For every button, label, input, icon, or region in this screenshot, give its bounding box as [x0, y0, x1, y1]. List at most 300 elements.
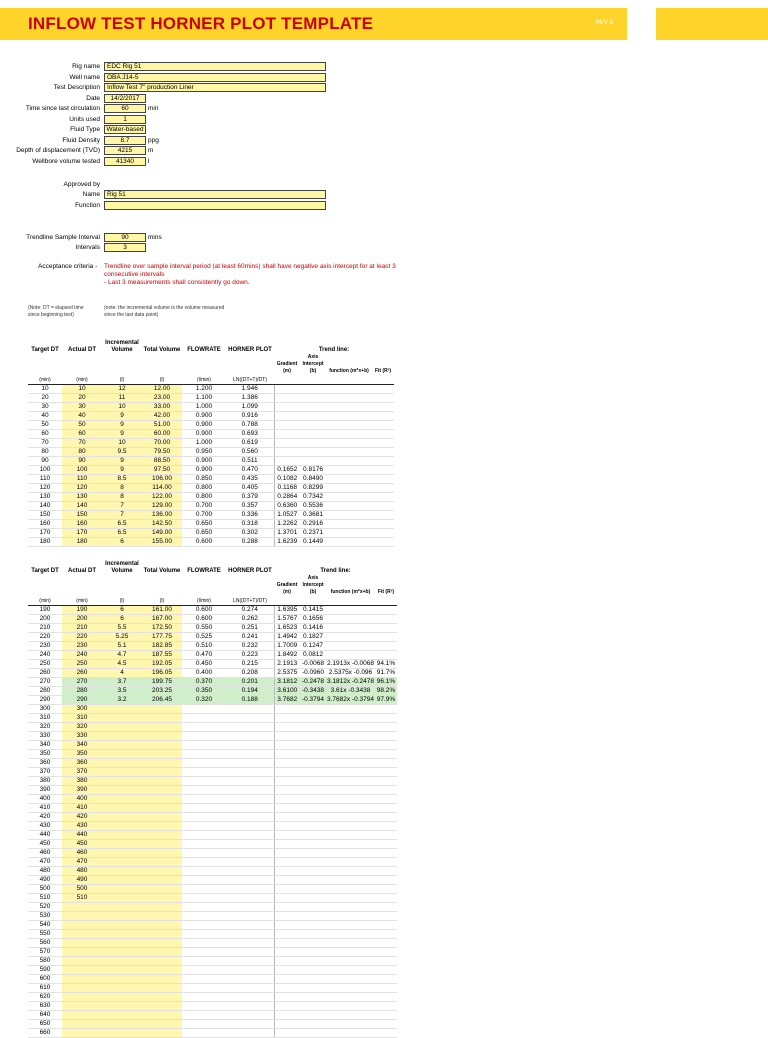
trendline-interval-field[interactable]: 90: [104, 233, 146, 242]
input-cell[interactable]: 206.45: [142, 696, 182, 705]
input-cell[interactable]: 203.25: [142, 687, 182, 696]
calc-cell: 0.379: [226, 493, 274, 502]
input-cell[interactable]: [142, 885, 182, 894]
info-value-field[interactable]: Inflow Test 7" production Liner: [104, 83, 326, 92]
table-row: [28, 714, 397, 723]
calc-cell: [182, 768, 226, 777]
table-row: [28, 421, 394, 430]
input-cell[interactable]: [142, 939, 182, 948]
input-cell[interactable]: [102, 804, 142, 813]
approver-name-field[interactable]: Rig 51: [104, 190, 326, 199]
calc-cell: 0.560: [226, 448, 274, 457]
input-cell[interactable]: [102, 813, 142, 822]
input-cell[interactable]: [142, 948, 182, 957]
input-cell[interactable]: [142, 822, 182, 831]
input-cell[interactable]: 12.00: [142, 385, 182, 394]
input-cell[interactable]: [142, 1002, 182, 1011]
calc-cell: [326, 430, 372, 439]
input-cell[interactable]: 70.00: [142, 439, 182, 448]
intervals-field[interactable]: 3: [104, 243, 146, 252]
calc-cell: 0.900: [182, 430, 226, 439]
input-cell[interactable]: 9: [102, 412, 142, 421]
input-cell[interactable]: [102, 1011, 142, 1020]
input-cell[interactable]: [142, 786, 182, 795]
table-row: [28, 1029, 397, 1038]
input-cell[interactable]: 260: [62, 669, 102, 678]
input-cell[interactable]: [62, 1002, 102, 1011]
table-row: [28, 475, 394, 484]
input-cell[interactable]: [142, 876, 182, 885]
calc-cell: 1.946: [226, 385, 274, 394]
input-cell[interactable]: 160: [62, 520, 102, 529]
info-value-field[interactable]: 41340: [104, 157, 146, 166]
input-cell[interactable]: 400: [62, 795, 102, 804]
input-cell[interactable]: 6.5: [102, 520, 142, 529]
column-header-gradient: Gradient (m): [276, 361, 298, 374]
input-cell[interactable]: 230: [62, 642, 102, 651]
calc-cell: 0.916: [226, 412, 274, 421]
input-cell[interactable]: [62, 966, 102, 975]
input-cell[interactable]: 170: [62, 529, 102, 538]
input-cell[interactable]: [102, 1020, 142, 1029]
approver-function-field[interactable]: [104, 201, 326, 210]
input-cell[interactable]: 200: [62, 615, 102, 624]
calc-cell: 0.1827: [300, 633, 326, 642]
input-cell[interactable]: 330: [62, 732, 102, 741]
input-cell[interactable]: [142, 858, 182, 867]
input-cell[interactable]: 9: [102, 466, 142, 475]
input-cell[interactable]: [142, 750, 182, 759]
info-label: Well name: [69, 73, 100, 81]
input-cell[interactable]: [102, 831, 142, 840]
input-cell[interactable]: 490: [62, 876, 102, 885]
input-cell[interactable]: [102, 948, 142, 957]
calc-cell: 0.5536: [300, 502, 326, 511]
input-cell[interactable]: [102, 768, 142, 777]
input-cell[interactable]: [102, 840, 142, 849]
info-value-field[interactable]: 4215: [104, 146, 146, 155]
calc-cell: [375, 615, 397, 624]
input-cell[interactable]: [142, 759, 182, 768]
info-value-field[interactable]: Water-based: [104, 125, 146, 134]
input-cell[interactable]: 88.50: [142, 457, 182, 466]
input-cell[interactable]: 33.00: [142, 403, 182, 412]
input-cell[interactable]: 10: [102, 403, 142, 412]
input-cell[interactable]: 136.00: [142, 511, 182, 520]
calc-cell: [375, 822, 397, 831]
calc-cell: 0.1247: [300, 642, 326, 651]
calc-cell: [326, 615, 375, 624]
calc-cell: [326, 705, 375, 714]
calc-cell: [182, 741, 226, 750]
input-cell[interactable]: [142, 984, 182, 993]
target-dt-cell: 400: [28, 795, 62, 804]
input-cell[interactable]: 129.00: [142, 502, 182, 511]
input-cell[interactable]: 280: [62, 687, 102, 696]
input-cell[interactable]: [142, 813, 182, 822]
calc-cell: [182, 975, 226, 984]
input-cell[interactable]: [142, 831, 182, 840]
input-cell[interactable]: 110: [62, 475, 102, 484]
input-cell[interactable]: 4: [102, 669, 142, 678]
input-cell[interactable]: 8: [102, 493, 142, 502]
calc-cell: [274, 439, 300, 448]
input-cell[interactable]: [102, 903, 142, 912]
input-cell[interactable]: [142, 768, 182, 777]
input-cell[interactable]: 310: [62, 714, 102, 723]
unit-target-dt: (min): [28, 375, 62, 385]
input-cell[interactable]: 142.50: [142, 520, 182, 529]
calc-cell: [326, 475, 372, 484]
info-value-field[interactable]: 8.7: [104, 136, 146, 145]
calc-cell: [326, 624, 375, 633]
input-cell[interactable]: [62, 1011, 102, 1020]
input-cell[interactable]: 11: [102, 394, 142, 403]
input-cell[interactable]: [142, 1029, 182, 1038]
input-cell[interactable]: 192.05: [142, 660, 182, 669]
input-cell[interactable]: [102, 957, 142, 966]
input-cell[interactable]: [102, 921, 142, 930]
input-cell[interactable]: 290: [62, 696, 102, 705]
input-cell[interactable]: [102, 741, 142, 750]
input-cell[interactable]: [102, 930, 142, 939]
input-cell[interactable]: 430: [62, 822, 102, 831]
input-cell[interactable]: 9: [102, 421, 142, 430]
input-cell[interactable]: [142, 1011, 182, 1020]
input-cell[interactable]: [62, 1029, 102, 1038]
input-cell[interactable]: [62, 1020, 102, 1029]
input-cell[interactable]: 340: [62, 741, 102, 750]
input-cell[interactable]: 196.05: [142, 669, 182, 678]
input-cell[interactable]: [102, 750, 142, 759]
input-cell[interactable]: 440: [62, 831, 102, 840]
calc-cell: [274, 975, 300, 984]
input-cell[interactable]: [142, 912, 182, 921]
input-cell[interactable]: 5.5: [102, 624, 142, 633]
info-value-field[interactable]: OBA J14-5: [104, 73, 326, 82]
column-header-axis: Axis Intercept (b): [302, 354, 324, 374]
input-cell[interactable]: 199.75: [142, 678, 182, 687]
input-cell[interactable]: [102, 876, 142, 885]
input-cell[interactable]: [102, 975, 142, 984]
calc-cell: [326, 795, 375, 804]
input-cell[interactable]: [102, 714, 142, 723]
input-cell[interactable]: [102, 822, 142, 831]
input-cell[interactable]: [142, 777, 182, 786]
input-cell[interactable]: 5.25: [102, 633, 142, 642]
input-cell[interactable]: [62, 957, 102, 966]
input-cell[interactable]: [142, 903, 182, 912]
calc-cell: [326, 466, 372, 475]
info-label: Depth of displacement (TVD): [16, 147, 100, 154]
input-cell[interactable]: [142, 795, 182, 804]
info-value-field[interactable]: 14/2/2017: [104, 94, 146, 103]
input-cell[interactable]: 150: [62, 511, 102, 520]
input-cell[interactable]: [142, 1020, 182, 1029]
input-cell[interactable]: [62, 975, 102, 984]
calc-cell: [326, 448, 372, 457]
input-cell[interactable]: 7: [102, 511, 142, 520]
calc-cell: [274, 759, 300, 768]
input-cell[interactable]: [102, 732, 142, 741]
input-cell[interactable]: [62, 912, 102, 921]
input-cell[interactable]: 50: [62, 421, 102, 430]
input-cell[interactable]: 6: [102, 538, 142, 547]
input-cell[interactable]: [102, 993, 142, 1002]
table-row: [28, 448, 394, 457]
calc-cell: 0.215: [226, 660, 274, 669]
input-cell[interactable]: [142, 705, 182, 714]
input-cell[interactable]: 10: [62, 385, 102, 394]
table-row: [28, 921, 397, 930]
column-header-total-vol: Total Volume: [143, 347, 181, 353]
input-cell[interactable]: 161.00: [142, 606, 182, 615]
input-cell[interactable]: 182.85: [142, 642, 182, 651]
target-dt-cell: 430: [28, 822, 62, 831]
input-cell[interactable]: 140: [62, 502, 102, 511]
column-header-inc-vol: Incremental Volume: [105, 561, 139, 574]
input-cell[interactable]: 4.7: [102, 651, 142, 660]
input-cell[interactable]: [102, 1029, 142, 1038]
input-cell[interactable]: [102, 723, 142, 732]
calc-cell: [274, 1011, 300, 1020]
input-cell[interactable]: [102, 777, 142, 786]
input-cell[interactable]: 370: [62, 768, 102, 777]
input-cell[interactable]: [62, 921, 102, 930]
input-cell[interactable]: 210: [62, 624, 102, 633]
input-cell[interactable]: 3.5: [102, 687, 142, 696]
input-cell[interactable]: 120: [62, 484, 102, 493]
calc-cell: [372, 520, 394, 529]
blank-header: [226, 575, 274, 596]
calc-cell: [375, 777, 397, 786]
input-cell[interactable]: [142, 867, 182, 876]
input-cell[interactable]: 9: [102, 430, 142, 439]
input-cell[interactable]: 20: [62, 394, 102, 403]
target-dt-cell: 180: [28, 538, 62, 547]
target-dt-cell: 90: [28, 457, 62, 466]
input-cell[interactable]: 270: [62, 678, 102, 687]
target-dt-cell: 660: [28, 1029, 62, 1038]
calc-cell: 2.1913x -0.0068: [327, 660, 374, 667]
calc-cell: 0.950: [182, 448, 226, 457]
input-cell[interactable]: [102, 885, 142, 894]
input-cell[interactable]: 155.00: [142, 538, 182, 547]
input-cell[interactable]: 97.50: [142, 466, 182, 475]
calc-cell: [300, 439, 326, 448]
calc-cell: 0.241: [226, 633, 274, 642]
input-cell[interactable]: 480: [62, 867, 102, 876]
input-cell[interactable]: [142, 840, 182, 849]
calc-cell: [274, 412, 300, 421]
table-row: [28, 993, 397, 1002]
calc-cell: [274, 849, 300, 858]
input-cell[interactable]: [62, 993, 102, 1002]
input-cell[interactable]: [62, 903, 102, 912]
calc-cell: [226, 975, 274, 984]
input-cell[interactable]: [142, 930, 182, 939]
calc-cell: 0.2864: [274, 493, 300, 502]
target-dt-cell: 230: [28, 642, 62, 651]
input-cell[interactable]: [102, 912, 142, 921]
input-cell[interactable]: 51.00: [142, 421, 182, 430]
calc-cell: [274, 984, 300, 993]
input-cell[interactable]: 4.5: [102, 660, 142, 669]
input-cell[interactable]: 172.50: [142, 624, 182, 633]
input-cell[interactable]: [142, 975, 182, 984]
input-cell[interactable]: 30: [62, 403, 102, 412]
input-cell[interactable]: [102, 894, 142, 903]
unit-horner: LN((DT+T)/DT): [226, 375, 274, 385]
input-cell[interactable]: [142, 804, 182, 813]
calc-cell: [182, 822, 226, 831]
units-row: [28, 596, 397, 606]
input-cell[interactable]: 250: [62, 660, 102, 669]
input-cell[interactable]: 6.5: [102, 529, 142, 538]
input-cell[interactable]: [102, 1002, 142, 1011]
input-cell[interactable]: 7: [102, 502, 142, 511]
input-cell[interactable]: 9.5: [102, 448, 142, 457]
input-cell[interactable]: 350: [62, 750, 102, 759]
input-cell[interactable]: 100: [62, 466, 102, 475]
input-cell[interactable]: 8: [102, 484, 142, 493]
input-cell[interactable]: 470: [62, 858, 102, 867]
input-cell[interactable]: 510: [62, 894, 102, 903]
input-cell[interactable]: 220: [62, 633, 102, 642]
input-cell[interactable]: [62, 939, 102, 948]
input-cell[interactable]: 300: [62, 705, 102, 714]
input-cell[interactable]: [142, 957, 182, 966]
calc-cell: [372, 448, 394, 457]
input-cell[interactable]: 130: [62, 493, 102, 502]
input-cell[interactable]: [142, 723, 182, 732]
input-cell[interactable]: [142, 849, 182, 858]
calc-cell: [274, 421, 300, 430]
input-cell[interactable]: [102, 966, 142, 975]
calc-cell: [375, 903, 397, 912]
input-cell[interactable]: 42.00: [142, 412, 182, 421]
input-cell[interactable]: 9: [102, 457, 142, 466]
target-dt-cell: 140: [28, 502, 62, 511]
info-value-field[interactable]: 1: [104, 115, 146, 124]
input-cell[interactable]: 5.1: [102, 642, 142, 651]
input-cell[interactable]: 180: [62, 538, 102, 547]
input-cell[interactable]: [102, 786, 142, 795]
column-header-total-vol: Total Volume: [143, 568, 181, 574]
input-cell[interactable]: [102, 867, 142, 876]
input-cell[interactable]: [62, 984, 102, 993]
blank-header: [62, 575, 102, 596]
calc-cell: 0.400: [182, 669, 226, 678]
input-cell[interactable]: 177.75: [142, 633, 182, 642]
calc-cell: [326, 606, 375, 615]
calc-cell: [182, 930, 226, 939]
target-dt-cell: 620: [28, 993, 62, 1002]
input-cell[interactable]: 79.50: [142, 448, 182, 457]
input-cell[interactable]: 23.00: [142, 394, 182, 403]
input-cell[interactable]: 3.7: [102, 678, 142, 687]
input-cell[interactable]: [102, 939, 142, 948]
input-cell[interactable]: [62, 948, 102, 957]
input-cell[interactable]: 167.00: [142, 615, 182, 624]
input-cell[interactable]: 187.55: [142, 651, 182, 660]
input-cell[interactable]: [62, 930, 102, 939]
input-cell[interactable]: 80: [62, 448, 102, 457]
input-cell[interactable]: 410: [62, 804, 102, 813]
calc-cell: 1.6395: [274, 606, 300, 615]
table-row: [28, 759, 397, 768]
input-cell[interactable]: [102, 984, 142, 993]
input-cell[interactable]: [102, 795, 142, 804]
calc-cell: 97.9%: [376, 696, 396, 703]
unit-function: [326, 596, 375, 606]
input-cell[interactable]: [142, 714, 182, 723]
input-cell[interactable]: [102, 849, 142, 858]
calc-cell: [226, 876, 274, 885]
input-cell[interactable]: 450: [62, 840, 102, 849]
input-cell[interactable]: 60: [62, 430, 102, 439]
input-cell[interactable]: 6: [102, 615, 142, 624]
calc-cell: [274, 930, 300, 939]
input-cell[interactable]: 390: [62, 786, 102, 795]
calc-cell: [274, 840, 300, 849]
calc-cell: [274, 894, 300, 903]
input-cell[interactable]: 40: [62, 412, 102, 421]
input-cell[interactable]: 90: [62, 457, 102, 466]
input-cell[interactable]: [102, 858, 142, 867]
input-cell[interactable]: 70: [62, 439, 102, 448]
input-cell[interactable]: 500: [62, 885, 102, 894]
input-cell[interactable]: 106.00: [142, 475, 182, 484]
input-cell[interactable]: 8.5: [102, 475, 142, 484]
input-cell[interactable]: [142, 921, 182, 930]
target-dt-cell: 290: [28, 696, 62, 705]
input-cell[interactable]: 240: [62, 651, 102, 660]
input-cell[interactable]: 420: [62, 813, 102, 822]
input-cell[interactable]: [142, 894, 182, 903]
unit-inc-vol: (l): [102, 375, 142, 385]
info-value-field[interactable]: EDC Rig 51: [104, 62, 326, 71]
input-cell[interactable]: 3.2: [102, 696, 142, 705]
input-cell[interactable]: [102, 759, 142, 768]
info-value-field[interactable]: 60: [104, 104, 146, 113]
input-cell[interactable]: 114.00: [142, 484, 182, 493]
input-cell[interactable]: [142, 993, 182, 1002]
input-cell[interactable]: 60.00: [142, 430, 182, 439]
input-cell[interactable]: [142, 966, 182, 975]
input-cell[interactable]: 380: [62, 777, 102, 786]
calc-cell: [326, 642, 375, 651]
input-cell[interactable]: 460: [62, 849, 102, 858]
input-cell[interactable]: 12: [102, 385, 142, 394]
input-cell[interactable]: 149.00: [142, 529, 182, 538]
input-cell[interactable]: 10: [102, 439, 142, 448]
calc-cell: [372, 511, 394, 520]
input-cell[interactable]: 190: [62, 606, 102, 615]
calc-cell: [300, 993, 326, 1002]
input-cell[interactable]: [102, 705, 142, 714]
calc-cell: [326, 867, 375, 876]
table-row: [28, 439, 394, 448]
input-cell[interactable]: 320: [62, 723, 102, 732]
input-cell[interactable]: [142, 741, 182, 750]
input-cell[interactable]: 360: [62, 759, 102, 768]
input-cell[interactable]: 122.00: [142, 493, 182, 502]
input-cell[interactable]: [142, 732, 182, 741]
calc-cell: 0.850: [182, 475, 226, 484]
input-cell[interactable]: 6: [102, 606, 142, 615]
target-dt-cell: 220: [28, 633, 62, 642]
